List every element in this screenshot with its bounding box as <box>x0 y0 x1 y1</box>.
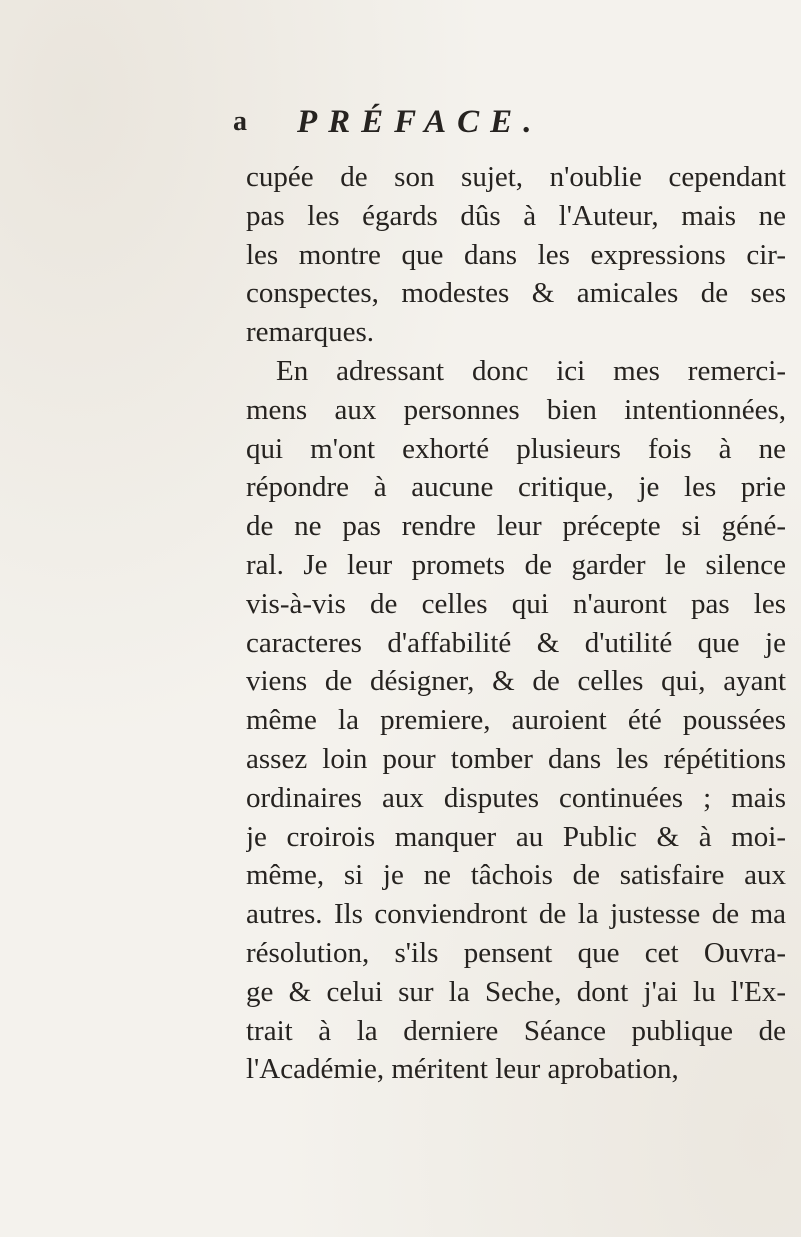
running-title: PRÉFACE. <box>297 104 543 140</box>
body-text <box>246 158 786 1089</box>
text-line: assez loin pour tomber dans les répétitions <box>246 742 786 775</box>
text-line: même la premiere, auroient été poussées <box>246 704 786 737</box>
text-line: trait à la derniere Séance publique de <box>246 1014 786 1047</box>
text-line: conspectes, modestes & amicales de ses <box>246 277 786 310</box>
text-line: viens de désigner, & de celles qui, ayant <box>246 665 786 698</box>
text-line: résolution, s'ils pensent que cet Ouvra- <box>246 936 786 969</box>
text-line: les montre que dans les expressions cir- <box>246 238 786 271</box>
text-line: de ne pas rendre leur précepte si géné- <box>246 510 786 543</box>
text-line: pas les égards dûs à l'Auteur, mais ne <box>246 199 786 232</box>
text-line: vis-à-vis de celles qui n'auront pas les <box>246 587 786 620</box>
text-line: ge & celui sur la Seche, dont j'ai lu l'Ex- <box>246 975 786 1008</box>
text-line: cupée de son sujet, n'oublie cependant <box>246 161 786 193</box>
text-line: même, si je ne tâchois de satisfaire aux <box>246 859 786 892</box>
text-line: caracteres d'affabilité & d'utilité que je <box>246 626 786 659</box>
text-line: je croirois manquer au Public & à moi- <box>246 820 786 853</box>
text-line: l'Académie, méritent leur aprobation, <box>246 1053 679 1086</box>
text-line: En adressant donc ici mes remerci- <box>276 354 786 387</box>
text-line: ral. Je leur promets de garder le silence <box>246 548 786 581</box>
signature-mark: a <box>233 106 247 137</box>
text-line: qui m'ont exhorté plusieurs fois à ne <box>246 432 786 465</box>
text-line: ordinaires aux disputes continuées ; mais <box>246 781 786 814</box>
text-line: remarques. <box>246 316 375 349</box>
page-header <box>233 102 733 146</box>
text-line: autres. Ils conviendront de la justesse de ma <box>246 898 786 931</box>
text-line: mens aux personnes bien intentionnées, <box>246 393 786 426</box>
text-line: répondre à aucune critique, je les prie <box>246 471 786 504</box>
